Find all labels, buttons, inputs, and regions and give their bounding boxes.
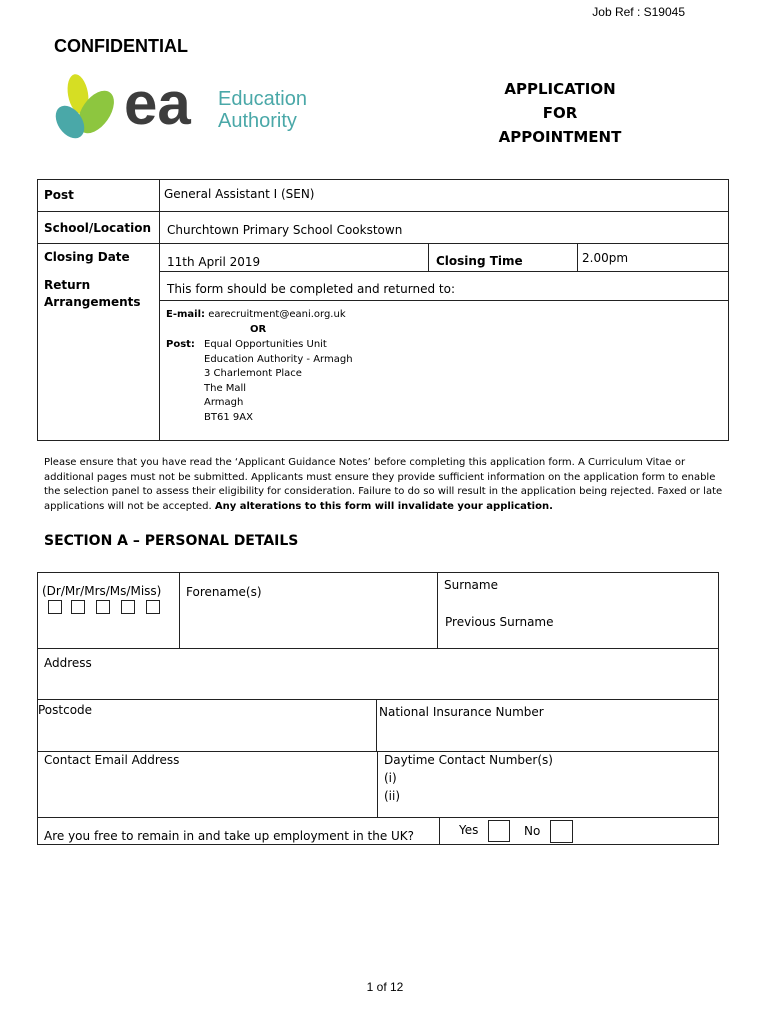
confidential-label: CONFIDENTIAL xyxy=(54,36,188,56)
location-value: Churchtown Primary School Cookstown xyxy=(167,223,403,237)
surname-field[interactable] xyxy=(438,595,718,613)
daytime-contact-label: Daytime Contact Number(s) xyxy=(384,753,553,767)
title-dr-checkbox[interactable] xyxy=(48,600,62,614)
title-line-3: APPOINTMENT xyxy=(498,128,622,146)
title-ms-checkbox[interactable] xyxy=(121,600,135,614)
address-line: Education Authority - Armagh xyxy=(204,354,353,365)
return-label-1: Return xyxy=(44,278,91,292)
uk-employment-question: Are you free to remain in and take up employment in the UK? xyxy=(44,829,415,843)
post-value: General Assistant I (SEN) xyxy=(164,187,315,201)
forename-field[interactable] xyxy=(180,605,436,647)
return-email-line xyxy=(166,308,346,323)
closing-date-label: Closing Date xyxy=(44,250,130,264)
forename-label: Forename(s) xyxy=(186,585,262,599)
ni-number-label: National Insurance Number xyxy=(379,705,544,719)
logo-mark: ea xyxy=(124,70,191,137)
job-reference: Job Ref : S19045 xyxy=(592,5,685,19)
uk-no-checkbox[interactable] xyxy=(550,820,573,843)
email-value: earecruitment@eani.org.uk xyxy=(208,309,346,320)
address-line: BT61 9AX xyxy=(204,412,253,423)
return-intro: This form should be completed and returned to: xyxy=(167,282,455,296)
intro-text: Please ensure that you have read the ‘Applicant Guidance Notes’ before completing this application form. A Curriculum Vitae or additional pages must not be submitted. Applicants must ensure they provide sufficient information on the application form to enable the selection panel to assess their eligibility for consideration. Failure to do so will result in the application being rejected. Faxed or late applications will not be accepted. xyxy=(44,457,723,512)
title-line-2: FOR xyxy=(542,104,578,122)
postcode-label: Postcode xyxy=(38,703,93,717)
previous-surname-label: Previous Surname xyxy=(445,615,554,629)
postcode-field[interactable] xyxy=(38,720,375,750)
page-number: 1 of 12 xyxy=(366,980,404,994)
title-miss-checkbox[interactable] xyxy=(146,600,160,614)
title-mr-checkbox[interactable] xyxy=(71,600,85,614)
title-line-1: APPLICATION xyxy=(504,80,616,98)
or-label: OR xyxy=(250,324,267,335)
return-label-2: Arrangements xyxy=(44,295,141,309)
uk-yes-checkbox[interactable] xyxy=(488,820,510,842)
post-details-table xyxy=(37,179,729,441)
closing-date-value: 11th April 2019 xyxy=(167,255,261,269)
ni-number-field[interactable] xyxy=(378,722,718,750)
post-address-label: Post: xyxy=(166,339,195,350)
intro-paragraph xyxy=(44,456,724,514)
surname-label: Surname xyxy=(444,578,498,592)
address-line: The Mall xyxy=(204,383,247,394)
logo-line-2: Authority xyxy=(218,110,297,132)
education-authority-logo xyxy=(52,72,322,144)
previous-surname-field[interactable] xyxy=(438,632,718,647)
contact-number-1-label: (i) xyxy=(384,771,397,785)
section-a-heading: SECTION A – PERSONAL DETAILS xyxy=(44,533,299,549)
email-label: E-mail: xyxy=(166,309,206,320)
no-label: No xyxy=(524,824,541,838)
address-line: Armagh xyxy=(204,397,244,408)
title-mrs-checkbox[interactable] xyxy=(96,600,110,614)
address-line: 3 Charlemont Place xyxy=(204,368,302,379)
address-line: Equal Opportunities Unit xyxy=(204,339,327,350)
address-label: Address xyxy=(44,656,92,670)
form-title xyxy=(480,77,640,149)
closing-time-label: Closing Time xyxy=(436,254,523,268)
contact-email-field[interactable] xyxy=(38,770,376,816)
post-label: Post xyxy=(44,188,74,202)
title-options-label: (Dr/Mr/Mrs/Ms/Miss) xyxy=(42,584,162,598)
location-label: School/Location xyxy=(44,221,152,235)
intro-warning: Any alterations to this form will invalidate your application. xyxy=(214,500,553,512)
yes-label: Yes xyxy=(459,823,479,837)
address-field[interactable] xyxy=(38,672,718,698)
closing-time-value: 2.00pm xyxy=(582,251,629,265)
logo-line-1: Education xyxy=(218,88,307,110)
contact-number-2-label: (ii) xyxy=(384,789,401,803)
contact-email-label: Contact Email Address xyxy=(44,753,180,767)
